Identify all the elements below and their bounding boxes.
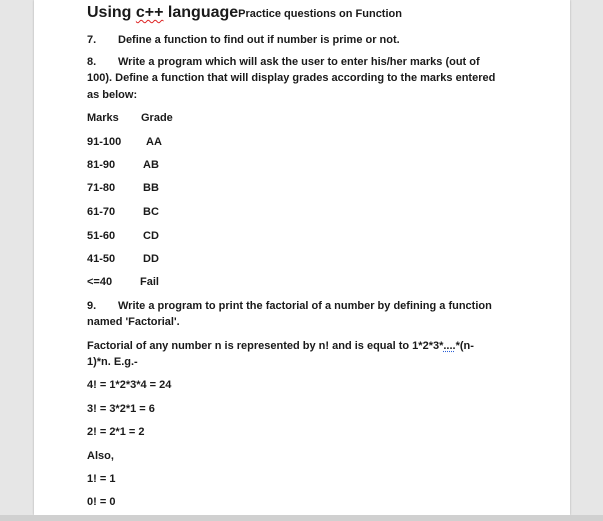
grade-row-grade: Fail <box>140 276 159 288</box>
title-subtitle: Practice questions on Function <box>238 8 402 20</box>
q8-line-2: 100). Define a function that will display grades according to the marks entered <box>87 72 496 84</box>
extra-line: 0! = 0 <box>87 496 116 508</box>
grade-row-grade: CD <box>143 230 159 242</box>
grade-row-grade: AA <box>146 136 162 148</box>
grade-row-marks: 81-90 <box>87 159 116 171</box>
grades-header-grade: Grade <box>141 112 173 124</box>
document-title <box>87 4 402 22</box>
grade-row-marks: 51-60 <box>87 230 116 242</box>
factorial-text-b: *(n- <box>455 340 474 352</box>
grades-header-marks: Marks <box>87 112 119 124</box>
grade-row-marks: 91-100 <box>87 136 122 148</box>
factorial-line-2: 1)*n. E.g.- <box>87 356 138 368</box>
factorial-text-a: Factorial of any number n is represented by n! and is equal to 1*2*3* <box>87 340 444 352</box>
factorial-ellipsis: .... <box>443 340 456 352</box>
grade-row-marks: 41-50 <box>87 253 116 265</box>
grade-row-marks: <=40 <box>87 276 113 288</box>
extra-line: 1! = 1 <box>87 473 116 485</box>
title-cpp: c++ <box>135 4 164 21</box>
q8-line-1: Write a program which will ask the user to enter his/her marks (out of <box>118 56 480 68</box>
q8-number: 8. <box>87 56 97 68</box>
q9-line-1: Write a program to print the factorial of a number by defining a function <box>118 300 492 312</box>
title-prefix: Using <box>87 4 136 21</box>
bottom-scroll-bar <box>0 515 603 521</box>
example-line: 4! = 1*2*3*4 = 24 <box>87 379 172 391</box>
title-suffix: language <box>163 4 239 21</box>
q9-line-2: named 'Factorial'. <box>87 316 180 328</box>
grade-row-grade: BB <box>143 182 159 194</box>
grade-row-grade: DD <box>143 253 159 265</box>
q8-line-3: as below: <box>87 89 138 101</box>
q7-number: 7. <box>87 34 97 46</box>
grade-row-marks: 71-80 <box>87 182 116 194</box>
q7-text: Define a function to find out if number is prime or not. <box>118 34 400 46</box>
grade-row-grade: BC <box>143 206 159 218</box>
example-line: 3! = 3*2*1 = 6 <box>87 403 155 415</box>
grade-row-grade: AB <box>143 159 159 171</box>
also-label: Also, <box>87 450 114 462</box>
q9-number: 9. <box>87 300 97 312</box>
factorial-line-1 <box>87 338 474 354</box>
example-line: 2! = 2*1 = 2 <box>87 426 145 438</box>
grade-row-marks: 61-70 <box>87 206 116 218</box>
